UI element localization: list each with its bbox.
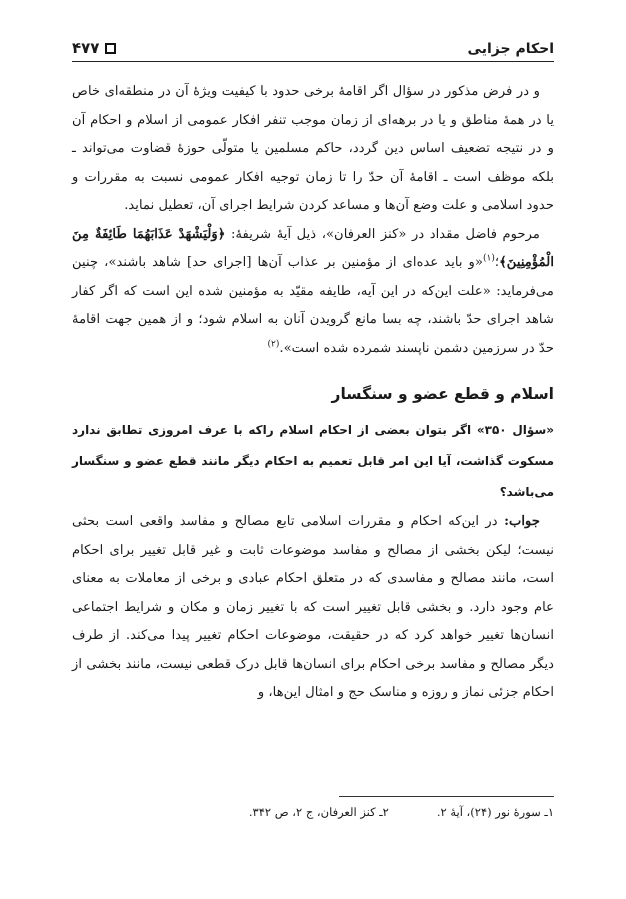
answer-text: در این‌که احکام و مقررات اسلامی تابع مصالح و مفاسد واقعی است بحثی نیست؛ لیکن بخشی از مصالح و مفاسد موضوعات ثابت و غیر قابل تغییر برای احکام است، مانند مصالح و مفاسدی که در متعلق احکام عبادی و برخی از معاملات به معنای عام وجود دارد. و بخشی قابل تغییر است که با تغییر زمان و مکان و شرایط اجتماعی انسان‌ها تغییر خواهد کرد که در حقیقت، موضوعات احکام تغییر پیدا می‌کند. از طرف دیگر مصالح و مفاسد برخی احکام برای انسان‌ها قابل درک قطعی نیست، مانند بخشی از احکام جزئی نماز و روزه و مناسک حج و امثال این‌ها، و bbox=[72, 514, 554, 700]
footnotes bbox=[249, 805, 554, 819]
page-number: ۴۷۷ bbox=[72, 39, 100, 57]
page-folio bbox=[72, 39, 116, 57]
running-title: احکام جزایی bbox=[467, 41, 554, 57]
answer-label: جواب: bbox=[504, 514, 540, 529]
paragraph-1: و در فرض مذکور در سؤال اگر اقامهٔ برخی حدود با کیفیت ویژهٔ آن در منطقه‌ای خاص یا در همهٔ مناطق و یا در برهه‌ای از زمان موجب تنفر افکار عمومی از اسلام و احکام آن و در نتیجه تضعیف اساس دین گردد، حاکم مسلمین یا متولّی حوزهٔ قضاوت می‌تواند ـ بلکه موظف است ـ اقامهٔ آن حدّ را تا زمان توجیه افکار عمومی نسبت به مقررات و حدود اسلامی و علت وضع آن‌ها و مساعد کردن شرایط اجرای آن، تعطیل نماید. bbox=[72, 84, 554, 213]
square-icon bbox=[105, 43, 116, 54]
page-body bbox=[72, 78, 554, 708]
paragraph-2-intro: مرحوم فاضل مقداد در «کنز العرفان»، ذیل آیهٔ شریفهٔ: bbox=[225, 226, 540, 242]
answer bbox=[72, 508, 554, 708]
question: «سؤال ۳۵۰» اگر بتوان بعضی از احکام اسلام راکه با عرف امروزی تطابق ندارد مسکوت گذاشت، آیا این امر قابل تعمیم به احکام دیگر مانند قطع عضو و سنگسار می‌باشد؟ bbox=[72, 423, 554, 499]
quran-verse: ﴿وَلْيَشْهَدْ عَذَابَهُمَا طَائِفَةٌ مِنَ الْمُؤْمِنِينَ﴾ bbox=[72, 226, 554, 270]
section-title: اسلام و قطع عضو و سنگسار bbox=[331, 385, 554, 403]
footnote-divider bbox=[339, 796, 554, 797]
footnote-2: ۲ـ کنز العرفان، ج ۲، ص ۳۴۲. bbox=[248, 805, 389, 819]
footnote-ref-2[interactable]: (۲) bbox=[267, 339, 280, 350]
paragraph-2 bbox=[72, 221, 554, 364]
page-header bbox=[72, 30, 554, 62]
paragraph-2-body: «و باید عده‌ای از مؤمنین بر عذاب آن‌ها [اجرای حد] شاهد باشند»، چنین می‌فرماید: «علت این‌که در این آیه، طایفه مقیّد به مؤمنین شده این است که اگر کفار شاهد اجرای حدّ باشند، چه بسا مانع گرویدن آنان به اسلام شود؛ و از همین جهت اقامهٔ حدّ در سرزمین دشمن ناپسند شمرده شده است». bbox=[72, 255, 554, 356]
footnote-1: ۱ـ سورهٔ نور (۲۴)، آیهٔ ۲. bbox=[436, 805, 554, 819]
footnote-ref-1[interactable]: (۱) bbox=[483, 253, 495, 264]
paragraph-2-sep: ؛ bbox=[494, 255, 500, 270]
